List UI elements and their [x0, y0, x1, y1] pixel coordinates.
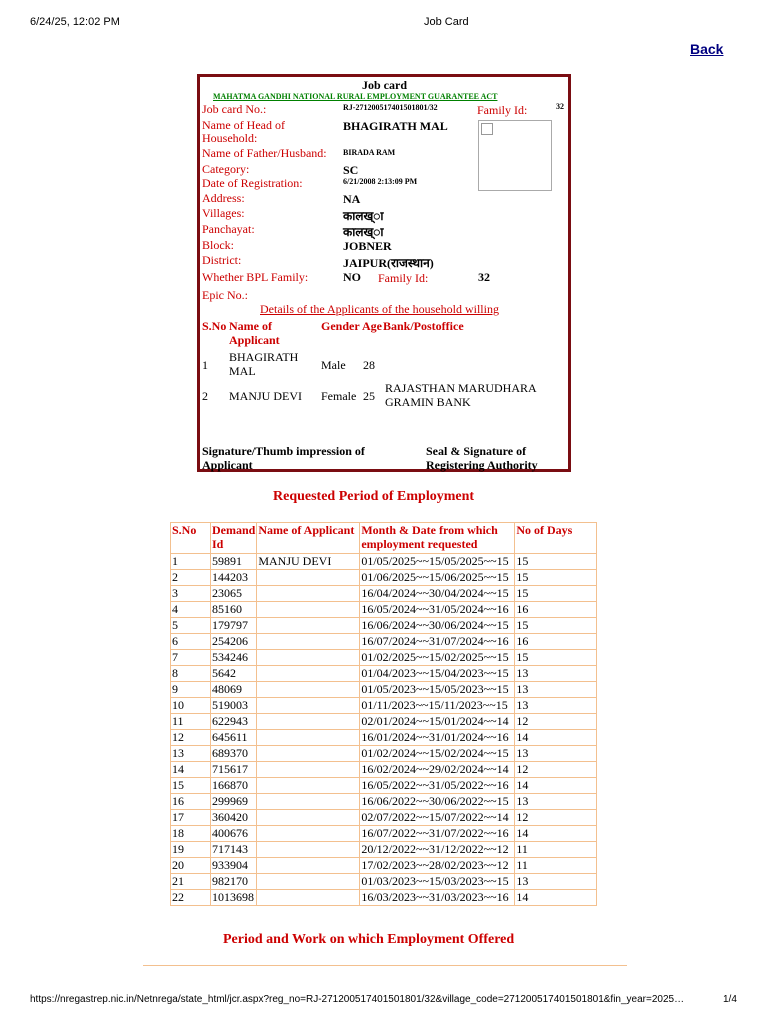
row-days: 13 [515, 746, 597, 762]
row-sno: 1 [171, 554, 211, 570]
applicant-1-name: BHAGIRATH MAL [229, 350, 299, 378]
header-demand-id: Demand Id [211, 523, 257, 554]
row-applicant-name [257, 586, 360, 602]
row-sno: 8 [171, 666, 211, 682]
row-demand-id: 254206 [211, 634, 257, 650]
applicant-2-gender: Female [321, 389, 357, 403]
row-days: 15 [515, 554, 597, 570]
requested-title: Requested Period of Employment [273, 489, 475, 504]
table-row [171, 730, 597, 746]
row-days: 16 [515, 634, 597, 650]
back-link[interactable]: Back [690, 41, 724, 57]
broken-image-icon [481, 123, 493, 135]
row-applicant-name [257, 762, 360, 778]
row-demand-id: 622943 [211, 714, 257, 730]
table-row [171, 778, 597, 794]
epic-label: Epic No.: [202, 288, 248, 302]
father-label: Name of Father/Husband: [202, 146, 327, 160]
row-period: 17/02/2023~~28/02/2023~~12 [360, 858, 515, 874]
act-title: MAHATMA GANDHI NATIONAL RURAL EMPLOYMENT GUARANTEE ACT [213, 92, 498, 101]
table-row [171, 682, 597, 698]
bpl-value: NO [343, 270, 361, 284]
table-row [171, 890, 597, 906]
table-row [171, 794, 597, 810]
table-row [171, 714, 597, 730]
table-row [171, 618, 597, 634]
table-row [171, 586, 597, 602]
row-days: 13 [515, 698, 597, 714]
row-applicant-name [257, 890, 360, 906]
row-days: 14 [515, 826, 597, 842]
row-applicant-name [257, 682, 360, 698]
villages-value: कालख्ा [343, 209, 384, 223]
row-demand-id: 360420 [211, 810, 257, 826]
villages-label: Villages: [202, 206, 245, 220]
category-value: SC [343, 163, 359, 177]
applicant-1-gender: Male [321, 358, 346, 372]
header-period: Month & Date from which employment requested [360, 523, 515, 554]
family-id-top-label: Family Id: [477, 103, 528, 117]
row-sno: 7 [171, 650, 211, 666]
table-row [171, 858, 597, 874]
row-period: 01/11/2023~~15/11/2023~~15 [360, 698, 515, 714]
row-period: 16/02/2024~~29/02/2024~~14 [360, 762, 515, 778]
applicant-1-sno: 1 [202, 358, 208, 372]
row-demand-id: 48069 [211, 682, 257, 698]
row-period: 16/05/2024~~31/05/2024~~16 [360, 602, 515, 618]
row-period: 01/03/2023~~15/03/2023~~15 [360, 874, 515, 890]
row-days: 15 [515, 586, 597, 602]
print-url: https://nregastrep.nic.in/Netnrega/state_html/jcr.aspx?reg_no=RJ-271200517401501801/32&village_code=271200517401501801&fin_year=2025… [30, 994, 685, 1005]
row-sno: 16 [171, 794, 211, 810]
row-sno: 10 [171, 698, 211, 714]
header-sno: S.No [171, 523, 211, 554]
row-days: 12 [515, 810, 597, 826]
row-demand-id: 400676 [211, 826, 257, 842]
applicant-header-name: Name of Applicant [229, 319, 280, 347]
row-period: 16/03/2023~~31/03/2023~~16 [360, 890, 515, 906]
row-sno: 11 [171, 714, 211, 730]
requested-header-row [171, 523, 597, 554]
divider [143, 965, 627, 966]
requested-table [170, 522, 597, 906]
applicant-2-age: 25 [363, 389, 375, 403]
table-row [171, 762, 597, 778]
row-sno: 5 [171, 618, 211, 634]
row-applicant-name [257, 730, 360, 746]
table-row [171, 666, 597, 682]
applicant-header-gender: Gender [321, 319, 360, 333]
row-demand-id: 179797 [211, 618, 257, 634]
row-period: 01/02/2024~~15/02/2024~~15 [360, 746, 515, 762]
row-applicant-name: MANJU DEVI [257, 554, 360, 570]
applicant-2-sno: 2 [202, 389, 208, 403]
row-days: 15 [515, 618, 597, 634]
panchayat-value: कालख्ा [343, 225, 384, 239]
row-period: 01/04/2023~~15/04/2023~~15 [360, 666, 515, 682]
row-period: 02/07/2022~~15/07/2022~~14 [360, 810, 515, 826]
address-label: Address: [202, 191, 245, 205]
offered-title: Period and Work on which Employment Offered [223, 932, 515, 947]
row-sno: 13 [171, 746, 211, 762]
row-period: 16/05/2022~~31/05/2022~~16 [360, 778, 515, 794]
table-row [171, 570, 597, 586]
panchayat-label: Panchayat: [202, 222, 255, 236]
print-title: Job Card [424, 16, 469, 28]
applicant-header-sno: S.No [202, 319, 227, 333]
head-label: Name of Head of Household: [202, 118, 285, 145]
district-value: JAIPUR(राजस्थान) [343, 256, 434, 270]
family-id-label: Family Id: [378, 271, 429, 285]
job-card-no-value: RJ-271200517401501801/32 [343, 103, 438, 112]
row-days: 14 [515, 778, 597, 794]
row-demand-id: 85160 [211, 602, 257, 618]
table-row [171, 826, 597, 842]
print-page: 1/4 [723, 994, 737, 1005]
row-sno: 15 [171, 778, 211, 794]
family-id-top-value: 32 [556, 102, 564, 111]
row-demand-id: 645611 [211, 730, 257, 746]
row-days: 11 [515, 842, 597, 858]
registration-date-value: 6/21/2008 2:13:09 PM [343, 177, 418, 186]
row-applicant-name [257, 746, 360, 762]
bpl-label: Whether BPL Family: [202, 270, 309, 284]
row-applicant-name [257, 602, 360, 618]
row-demand-id: 299969 [211, 794, 257, 810]
row-days: 13 [515, 682, 597, 698]
row-sno: 6 [171, 634, 211, 650]
row-applicant-name [257, 698, 360, 714]
row-sno: 4 [171, 602, 211, 618]
row-demand-id: 689370 [211, 746, 257, 762]
table-row [171, 634, 597, 650]
table-row [171, 698, 597, 714]
row-period: 16/07/2024~~31/07/2024~~16 [360, 634, 515, 650]
address-value: NA [343, 192, 361, 206]
row-demand-id: 166870 [211, 778, 257, 794]
row-demand-id: 715617 [211, 762, 257, 778]
row-demand-id: 534246 [211, 650, 257, 666]
row-sno: 18 [171, 826, 211, 842]
head-value: BHAGIRATH MAL [343, 119, 448, 133]
row-demand-id: 1013698 [211, 890, 257, 906]
row-applicant-name [257, 634, 360, 650]
row-period: 01/05/2023~~15/05/2023~~15 [360, 682, 515, 698]
row-days: 15 [515, 570, 597, 586]
row-period: 01/02/2025~~15/02/2025~~15 [360, 650, 515, 666]
family-id-value: 32 [478, 270, 490, 284]
row-demand-id: 717143 [211, 842, 257, 858]
table-row [171, 554, 597, 570]
row-period: 02/01/2024~~15/01/2024~~14 [360, 714, 515, 730]
row-days: 12 [515, 714, 597, 730]
block-value: JOBNER [343, 239, 392, 253]
row-period: 16/04/2024~~30/04/2024~~15 [360, 586, 515, 602]
row-sno: 21 [171, 874, 211, 890]
row-applicant-name [257, 826, 360, 842]
job-card-no-label: Job card No.: [202, 102, 267, 116]
row-period: 01/05/2025~~15/05/2025~~15 [360, 554, 515, 570]
row-sno: 19 [171, 842, 211, 858]
row-sno: 2 [171, 570, 211, 586]
row-days: 13 [515, 794, 597, 810]
print-datetime: 6/24/25, 12:02 PM [30, 16, 120, 28]
father-value: BIRADA RAM [343, 148, 396, 157]
applicant-header-bank: Bank/Postoffice [383, 319, 464, 333]
row-days: 16 [515, 602, 597, 618]
applicants-heading: Details of the Applicants of the household willing [260, 302, 499, 316]
row-applicant-name [257, 810, 360, 826]
block-label: Block: [202, 238, 234, 252]
table-row [171, 842, 597, 858]
row-days: 13 [515, 874, 597, 890]
row-applicant-name [257, 650, 360, 666]
row-sno: 14 [171, 762, 211, 778]
row-applicant-name [257, 874, 360, 890]
registration-date-label: Date of Registration: [202, 176, 303, 190]
row-sno: 9 [171, 682, 211, 698]
row-applicant-name [257, 714, 360, 730]
row-period: 16/06/2022~~30/06/2022~~15 [360, 794, 515, 810]
row-applicant-name [257, 842, 360, 858]
applicant-2-name: MANJU DEVI [229, 389, 302, 403]
table-row [171, 602, 597, 618]
row-days: 13 [515, 666, 597, 682]
row-sno: 12 [171, 730, 211, 746]
row-demand-id: 59891 [211, 554, 257, 570]
row-period: 16/06/2024~~30/06/2024~~15 [360, 618, 515, 634]
row-applicant-name [257, 794, 360, 810]
row-days: 12 [515, 762, 597, 778]
category-label: Category: [202, 162, 250, 176]
requested-table-body [171, 554, 597, 906]
row-period: 01/06/2025~~15/06/2025~~15 [360, 570, 515, 586]
row-demand-id: 144203 [211, 570, 257, 586]
row-applicant-name [257, 618, 360, 634]
header-applicant-name: Name of Applicant [257, 523, 360, 554]
applicant-photo [478, 120, 552, 191]
row-sno: 20 [171, 858, 211, 874]
row-demand-id: 982170 [211, 874, 257, 890]
row-sno: 3 [171, 586, 211, 602]
header-days: No of Days [515, 523, 597, 554]
applicant-header-age: Age [362, 319, 382, 333]
district-label: District: [202, 253, 242, 267]
row-days: 14 [515, 730, 597, 746]
job-card-title: Job card [362, 78, 407, 92]
row-days: 14 [515, 890, 597, 906]
job-card [197, 74, 571, 472]
row-days: 11 [515, 858, 597, 874]
signature-applicant: Signature/Thumb impression of Applicant [202, 444, 365, 472]
row-period: 16/07/2022~~31/07/2022~~16 [360, 826, 515, 842]
row-demand-id: 23065 [211, 586, 257, 602]
row-days: 15 [515, 650, 597, 666]
row-applicant-name [257, 666, 360, 682]
applicant-1-age: 28 [363, 358, 375, 372]
applicant-2-bank: RAJASTHAN MARUDHARA GRAMIN BANK [385, 381, 537, 409]
row-period: 16/01/2024~~31/01/2024~~16 [360, 730, 515, 746]
row-applicant-name [257, 570, 360, 586]
row-applicant-name [257, 778, 360, 794]
table-row [171, 746, 597, 762]
row-sno: 22 [171, 890, 211, 906]
row-demand-id: 933904 [211, 858, 257, 874]
row-period: 20/12/2022~~31/12/2022~~12 [360, 842, 515, 858]
table-row [171, 650, 597, 666]
row-demand-id: 5642 [211, 666, 257, 682]
row-demand-id: 519003 [211, 698, 257, 714]
table-row [171, 810, 597, 826]
table-row [171, 874, 597, 890]
row-sno: 17 [171, 810, 211, 826]
signature-authority: Seal & Signature of Registering Authority [426, 444, 538, 472]
row-applicant-name [257, 858, 360, 874]
